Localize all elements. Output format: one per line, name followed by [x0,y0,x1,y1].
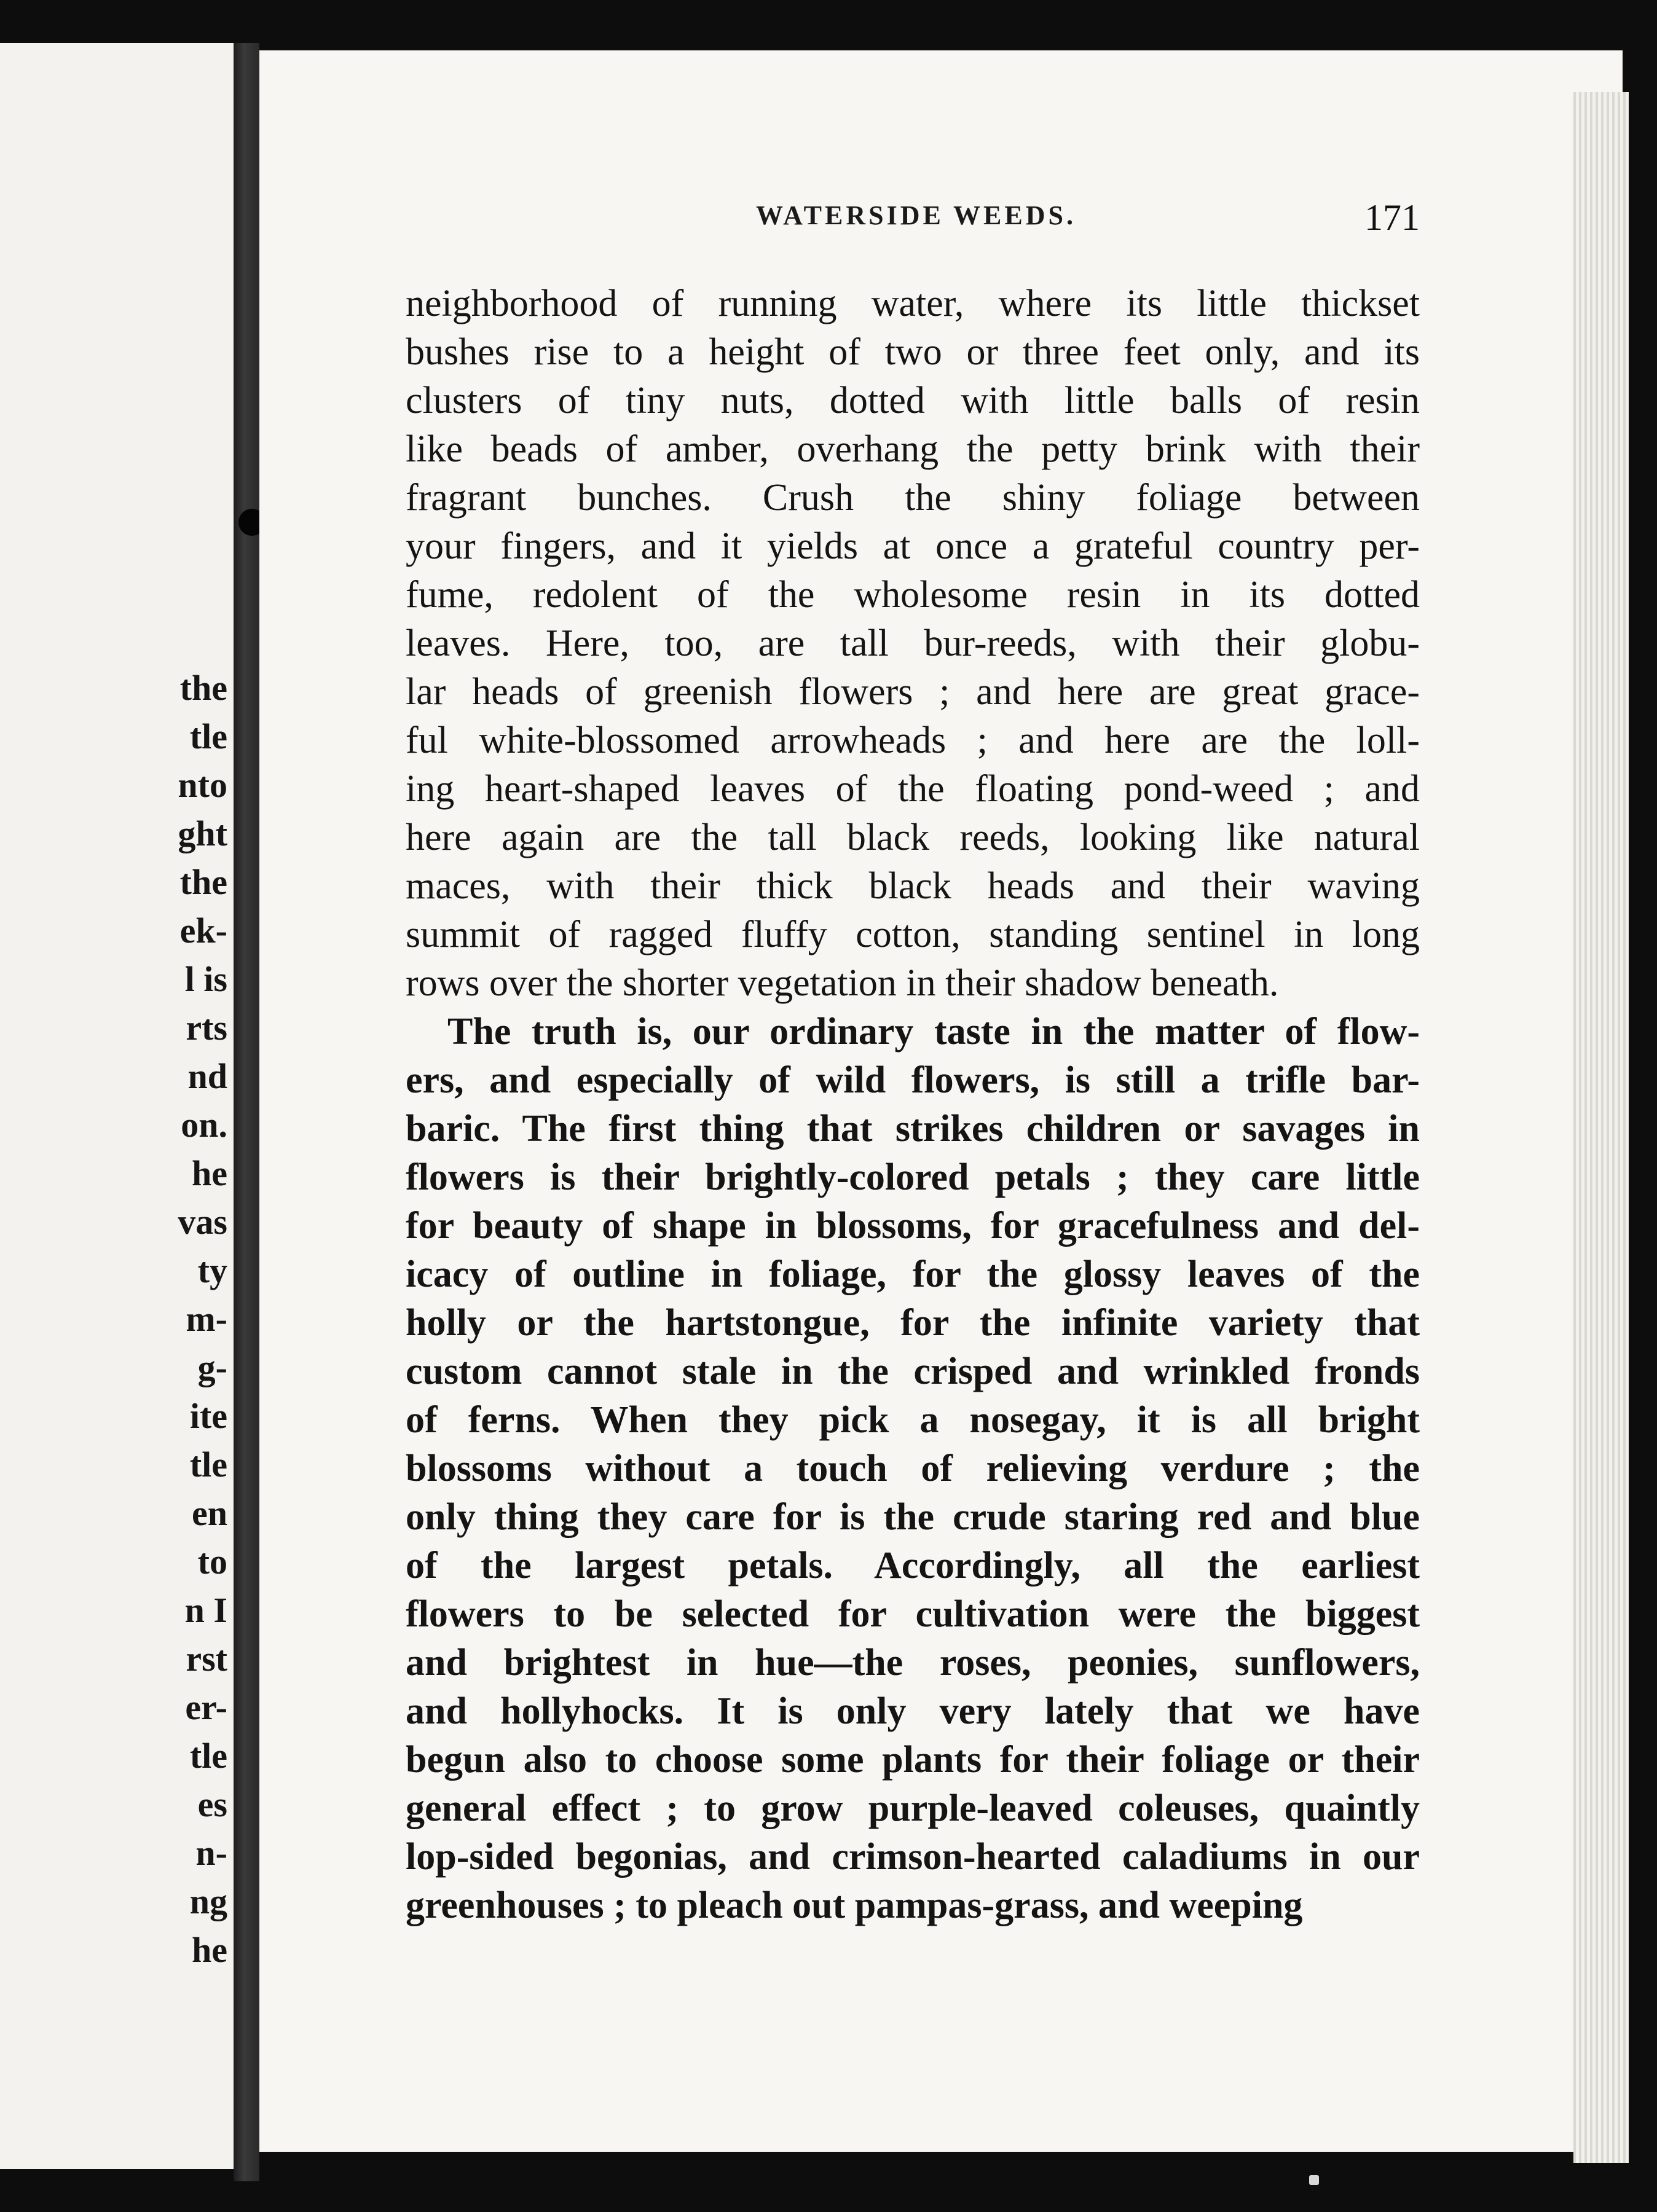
previous-page-fragment: l is [184,959,227,999]
previous-page-fragment: ght [178,814,227,853]
text-line: summit of ragged fluffy cotton, standing sentinel in long [406,914,1420,955]
text-line: clusters of tiny nuts, dotted with little balls of resin [406,380,1420,422]
text-line: flowers is their brightly-colored petals ; they care little [406,1156,1420,1198]
previous-page-fragment: to [197,1542,227,1582]
previous-page-fragment: the [179,862,227,902]
text-line: ful white-blossomed arrowheads ; and here are the loll- [406,720,1420,761]
previous-page-fragment: n I [184,1590,227,1630]
book-gutter [234,43,259,2181]
previous-page-fragment: n- [195,1833,227,1873]
previous-page-fragment: the [179,668,227,708]
text-line: and hollyhocks. It is only very lately that we have [406,1690,1420,1732]
paragraph [406,280,1420,1008]
previous-page-fragment: he [192,1153,227,1193]
body-text [406,280,1420,1930]
text-line: of ferns. When they pick a nosegay, it is all bright [406,1399,1420,1441]
running-head: WATERSIDE WEEDS. [756,200,1076,230]
text-line: and brightest in hue—the roses, peonies, sunflowers, [406,1642,1420,1684]
page-edges [1573,92,1629,2163]
previous-page-fragment: ek- [179,911,227,951]
previous-page-line-endings [178,664,227,1974]
previous-page-fragment: er- [185,1687,227,1727]
text-line: fragrant bunches. Crush the shiny foliage between [406,477,1420,519]
text-line: for beauty of shape in blossoms, for gracefulness and del- [406,1205,1420,1247]
text-line: your fingers, and it yields at once a grateful country per- [406,525,1420,567]
previous-page-fragment: tle [189,1445,227,1484]
text-line: like beads of amber, overhang the petty brink with their [406,428,1420,470]
previous-page-fragment: ng [189,1881,227,1921]
text-line: ers, and especially of wild flowers, is still a trifle bar- [406,1059,1420,1101]
previous-page-fragment: rst [186,1639,227,1679]
previous-page-fragment: en [192,1493,227,1533]
text-line: of the largest petals. Accordingly, all the earliest [406,1545,1420,1586]
page-number: 171 [1364,197,1420,238]
text-line: ing heart-shaped leaves of the floating pond-weed ; and [406,768,1420,810]
paragraph [406,1008,1420,1930]
scan-speck [1309,2175,1319,2185]
previous-page-fragment: vas [178,1202,227,1242]
text-line: maces, with their thick black heads and their waving [406,865,1420,907]
previous-page-fragment: tle [189,1736,227,1776]
text-line: baric. The first thing that strikes children or savages in [406,1108,1420,1150]
text-line: holly or the hartstongue, for the infinite variety that [406,1302,1420,1344]
text-line: blossoms without a touch of relieving verdure ; the [406,1448,1420,1489]
previous-page-fragment: rts [186,1008,227,1048]
text-line: icacy of outline in foliage, for the glossy leaves of the [406,1253,1420,1295]
previous-page-fragment: nd [187,1056,227,1096]
previous-page-fragment: m- [186,1299,227,1339]
previous-page [0,43,234,2169]
previous-page-fragment: es [197,1784,227,1824]
text-line: begun also to choose some plants for their foliage or their [406,1739,1420,1781]
text-line: only thing they care for is the crude staring red and blue [406,1496,1420,1538]
text-line: neighborhood of running water, where its little thickset [406,283,1420,324]
text-line: fume, redolent of the wholesome resin in its dotted [406,574,1420,616]
text-line: bushes rise to a height of two or three feet only, and its [406,331,1420,373]
text-line: here again are the tall black reeds, looking like natural [406,817,1420,858]
previous-page-fragment: tle [189,716,227,756]
text-line: leaves. Here, too, are tall bur-reeds, with their globu- [406,622,1420,664]
text-line: flowers to be selected for cultivation were the biggest [406,1593,1420,1635]
previous-page-fragment: g- [197,1347,227,1387]
text-line: The truth is, our ordinary taste in the matter of flow- [447,1011,1420,1053]
previous-page-fragment: ite [189,1396,227,1436]
text-line: lar heads of greenish flowers ; and here are great grace- [406,671,1420,713]
previous-page-fragment: on. [181,1105,227,1145]
text-line: rows over the shorter vegetation in their shadow beneath. [406,962,1279,1004]
previous-page-fragment: he [192,1930,227,1970]
previous-page-fragment: nto [178,765,227,805]
text-line: lop-sided begonias, and crimson-hearted caladiums in our [406,1836,1420,1878]
previous-page-fragment: ty [197,1250,227,1290]
text-line: greenhouses ; to pleach out pampas-grass, and weeping [406,1885,1303,1926]
text-line: custom cannot stale in the crisped and wrinkled fronds [406,1351,1420,1392]
text-line: general effect ; to grow purple-leaved coleuses, quaintly [406,1787,1420,1829]
